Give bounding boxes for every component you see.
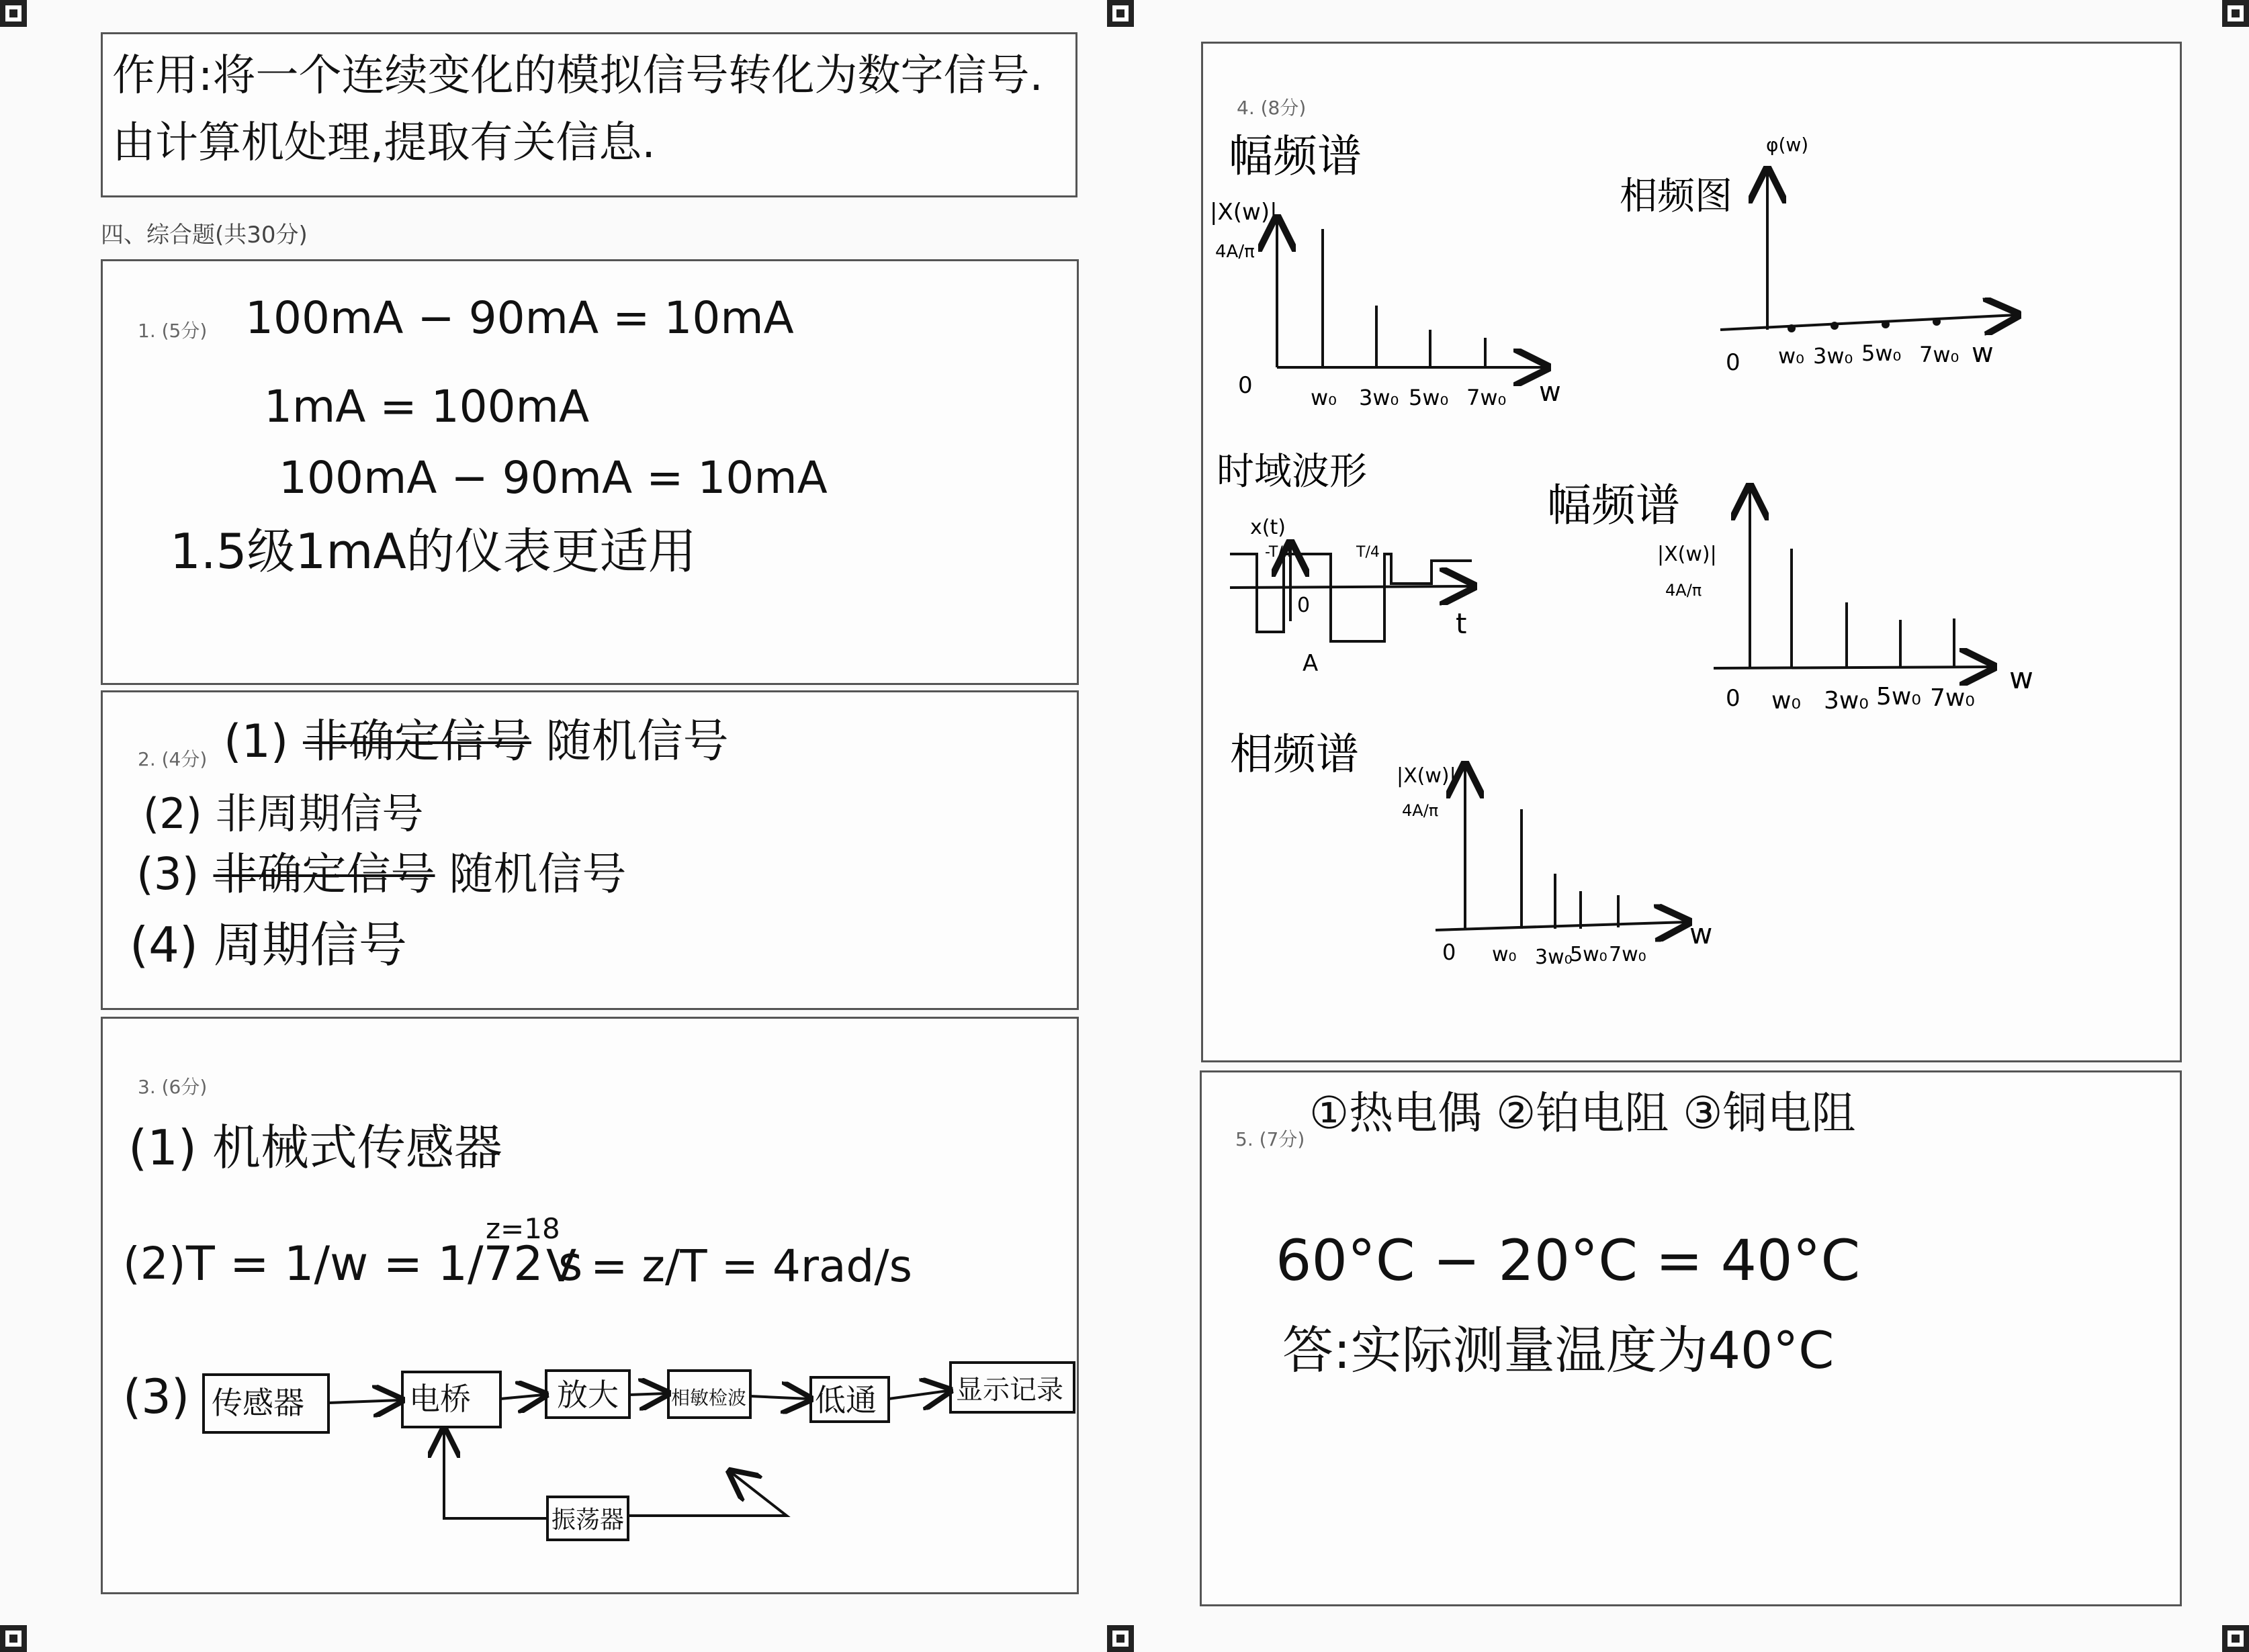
block-label-1: 电桥 — [409, 1381, 471, 1417]
q4-diagrams — [1203, 44, 2180, 1060]
q5-line-1: ①热电偶 ②铂电阻 ③铜电阻 — [1309, 1087, 1856, 1139]
q5-line-3: 答:实际测量温度为40°C — [1282, 1320, 1835, 1380]
q3-line-2-v: V = z/T = 4rad/s — [546, 1240, 912, 1292]
time-title: 时域波形 — [1217, 450, 1367, 494]
phase2-tick-0: w₀ — [1492, 943, 1517, 966]
phase2-title: 相频谱 — [1230, 730, 1359, 780]
corner-marker-bottom-left — [0, 1625, 27, 1652]
q3-box — [101, 1017, 1079, 1594]
section-title: 四、综合题(共30分) — [101, 222, 308, 248]
q3-label: 3. (6分) — [138, 1076, 208, 1098]
phase1-origin: 0 — [1726, 349, 1740, 376]
time-origin: 0 — [1297, 594, 1311, 617]
q2-line-3-prefix: (3) — [136, 848, 200, 900]
amp1-tick-3: 7w₀ — [1466, 385, 1507, 410]
block-label-osc: 振荡器 — [552, 1506, 625, 1534]
q3-line-2-formula: T = 1/w = 1/72 s — [186, 1236, 583, 1291]
q3-line-3-prefix: (3) — [123, 1369, 190, 1424]
q3-line-1: (1) 机械式传感器 — [128, 1119, 502, 1176]
amp1-tick-2: 5w₀ — [1409, 385, 1449, 410]
q1-label: 1. (5分) — [138, 320, 208, 342]
q2-line-1-prefix: (1) — [224, 715, 289, 768]
top-answer-line1: 作用:将一个连续变化的模拟信号转化为数字信号. — [112, 51, 1043, 101]
phase1-y-label: φ(w) — [1766, 134, 1809, 156]
time-mark-pos: T/4 — [1356, 544, 1380, 561]
time-waveform — [1217, 450, 1472, 677]
amp1-tick-0: w₀ — [1311, 385, 1337, 410]
top-answer-line2: 由计算机处理,提取有关信息. — [112, 118, 656, 168]
phase1-tick-1: 3w₀ — [1813, 343, 1853, 369]
phase1-title: 相频图 — [1620, 175, 1732, 218]
amp2-tick-1: 3w₀ — [1824, 687, 1869, 715]
q2-line-4: (4) 周期信号 — [130, 917, 407, 973]
time-t-label: t — [1456, 607, 1467, 640]
q3-line-2-note: z=18 — [486, 1212, 560, 1245]
q5-label: 5. (7分) — [1235, 1128, 1305, 1150]
amp1-title: 幅频谱 — [1229, 130, 1362, 182]
corner-marker-top-left — [0, 0, 27, 27]
corner-marker-bottom-center — [1107, 1625, 1134, 1652]
phase-spectrum-1 — [1620, 134, 2016, 376]
q2-line-1 — [224, 715, 729, 768]
phase1-point-3 — [1933, 318, 1941, 326]
phase2-tick-1: 3w₀ — [1535, 946, 1573, 969]
phase1-point-0 — [1788, 324, 1796, 332]
q1-line-3: 100mA − 90mA = 10mA — [279, 452, 828, 504]
amp1-tick-1: 3w₀ — [1359, 385, 1399, 410]
time-A-label: A — [1303, 650, 1319, 677]
phase2-w-label: w — [1689, 917, 1713, 950]
amp1-origin: 0 — [1238, 372, 1253, 399]
block-label-5: 显示记录 — [956, 1375, 1063, 1406]
q2-label: 2. (4分) — [138, 748, 208, 770]
amp2-tick-0: w₀ — [1771, 687, 1801, 715]
amp1-w-label: w — [1539, 377, 1561, 408]
block-label-0: 传感器 — [212, 1385, 304, 1421]
phase-spectrum-2 — [1230, 730, 1712, 969]
phase2-origin: 0 — [1442, 939, 1456, 965]
phase2-y-label: |X(w)| — [1397, 764, 1456, 788]
q1-line-2: 1mA = 100mA — [264, 381, 590, 432]
q2-box — [101, 690, 1079, 1010]
amp1-y-value: 4A/π — [1215, 242, 1255, 262]
amp1-y-label: |X(w)| — [1210, 199, 1278, 226]
block-labels — [212, 1375, 1063, 1534]
amp2-tick-3: 7w₀ — [1930, 684, 1975, 712]
q2-line-3-rest: 随机信号 — [449, 848, 627, 900]
corner-marker-top-center — [1107, 0, 1134, 27]
q1-line-4: 1.5级1mA的仪表更适用 — [170, 523, 697, 580]
phase2-y-value: 4A/π — [1402, 801, 1439, 820]
amp2-y-value: 4A/π — [1665, 581, 1702, 600]
q5-box — [1200, 1070, 2182, 1606]
q2-line-2: (2) 非周期信号 — [143, 789, 424, 838]
time-mark-neg: -T/4 — [1265, 544, 1292, 561]
phase1-tick-3: 7w₀ — [1919, 342, 1959, 367]
q2-line-1-rest: 随机信号 — [545, 715, 729, 768]
q2-line-3 — [136, 848, 627, 900]
q4-label: 4. (8分) — [1237, 97, 1307, 119]
corner-marker-top-right — [2222, 0, 2249, 27]
time-y-label: x(t) — [1250, 516, 1286, 539]
q4-box — [1201, 42, 2182, 1062]
amp2-tick-2: 5w₀ — [1876, 683, 1921, 710]
phase1-tick-0: w₀ — [1778, 343, 1804, 369]
amp2-title: 幅频谱 — [1547, 479, 1680, 531]
q2-line-1-struck: 非确定信号 — [302, 715, 531, 768]
q1-line-1: 100mA − 90mA = 10mA — [245, 292, 794, 344]
q3-line-2-prefix: (2) — [123, 1238, 186, 1289]
phase1-point-2 — [1882, 320, 1890, 328]
amp-spectrum-1 — [1210, 130, 1561, 410]
amp2-origin: 0 — [1726, 685, 1740, 712]
block-diagram — [103, 1019, 1077, 1592]
square-wave — [1230, 554, 1472, 641]
q1-box — [101, 259, 1079, 685]
phase1-point-1 — [1831, 322, 1839, 330]
block-label-2: 放大 — [557, 1377, 619, 1413]
top-answer-box — [101, 32, 1077, 197]
amp-spectrum-2 — [1547, 479, 2033, 715]
q2-line-3-struck: 非确定信号 — [213, 848, 435, 900]
corner-marker-bottom-right — [2222, 1625, 2249, 1652]
q5-line-2: 60°C − 20°C = 40°C — [1276, 1228, 1861, 1293]
amp2-y-label: |X(w)| — [1657, 543, 1717, 566]
phase1-tick-2: 5w₀ — [1861, 340, 1902, 366]
block-label-4: 低通 — [815, 1382, 877, 1418]
block-label-3: 相敏检波 — [671, 1387, 747, 1409]
amp2-w-label: w — [2009, 661, 2033, 696]
phase2-tick-3: 7w₀ — [1609, 943, 1646, 966]
phase1-w-label: w — [1972, 338, 1994, 369]
phase2-tick-2: 5w₀ — [1570, 943, 1607, 966]
